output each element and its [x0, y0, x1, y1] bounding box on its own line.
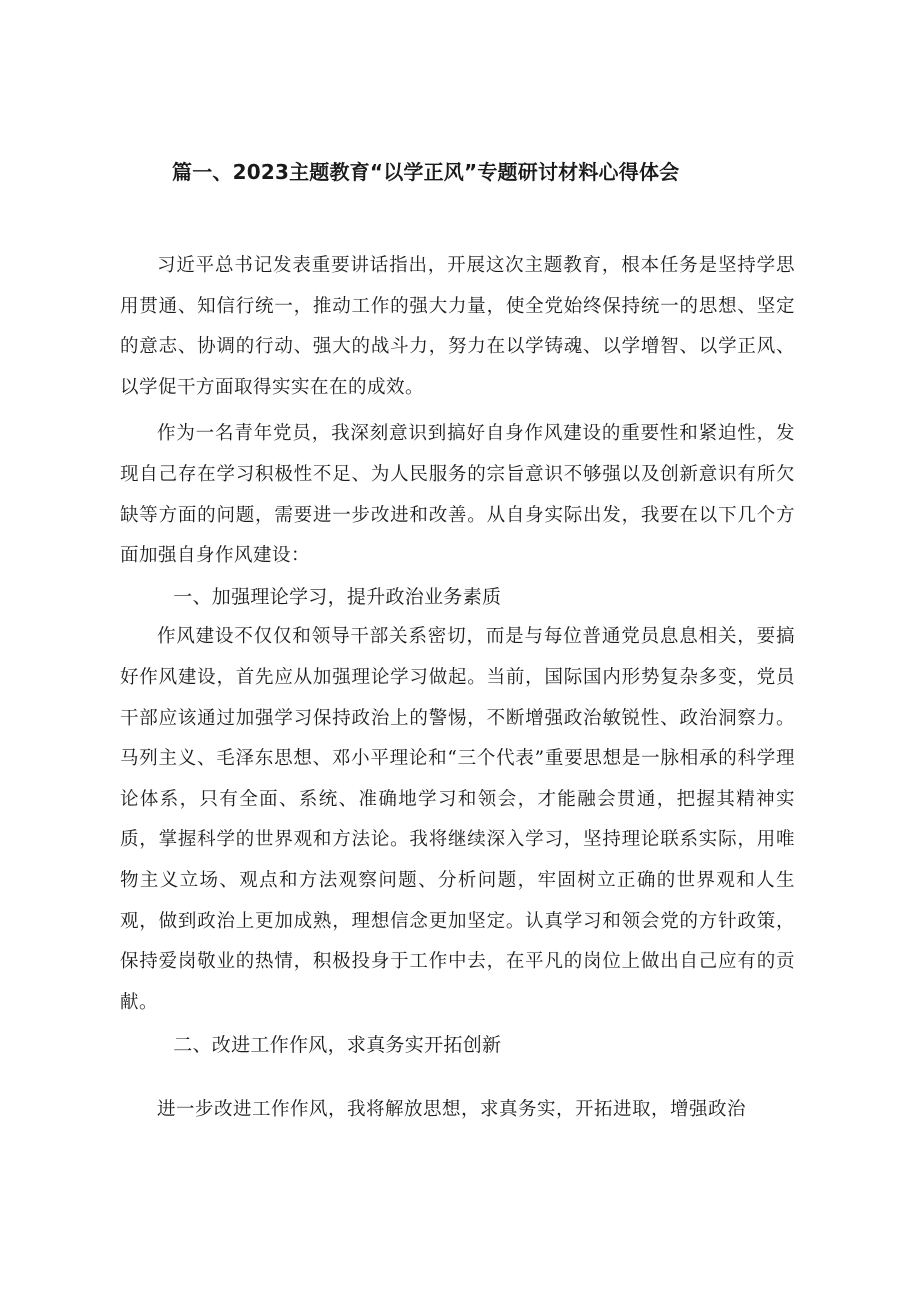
section-heading-work-style: 二、改进工作作风，求真务实开拓创新	[173, 1034, 502, 1057]
self-assessment-paragraph: 作为一名青年党员，我深刻意识到搞好自身作风建设的重要性和紧迫性，发现自己存在学习积极性不足、为人民服务的宗旨意识不够强以及创新意识有所欠缺等方面的问题，需要进一步改进和改善。从自身实际出发，我要在以下几个方面加强自身作风建设：	[120, 423, 795, 567]
section-paragraph-work-style: 进一步改进工作作风，我将解放思想，求真务实，开拓进取，增强政治	[157, 1098, 747, 1120]
section-heading-theory-study: 一、加强理论学习，提升政治业务素质	[173, 585, 502, 608]
section-paragraph-theory-study: 作风建设不仅仅和领导干部关系密切，而是与每位普通党员息息相关，要搞好作风建设，首先应从加强理论学习做起。当前，国际国内形势复杂多变，党员干部应该通过加强学习保持政治上的警惕，不断增强政治敏锐性、政治洞察力。马列主义、毛泽东思想、邓小平理论和“三个代表”重要思想是一脉相承的科学理论体系，只有全面、系统、准确地学习和领会，才能融会贯通，把握其精神实质，掌握科学的世界观和方法论。我将继续深入学习，坚持理论联系实际，用唯物主义立场、观点和方法观察问题、分析问题，牢固树立正确的世界观和人生观，做到政治上更加成熟，理想信念更加坚定。认真学习和领会党的方针政策，保持爱岗敬业的热情，积极投身于工作中去，在平凡的岗位上做出自己应有的贡献。	[120, 626, 795, 1013]
document-body	[120, 246, 795, 1130]
document-title: 篇一、2023主题教育“以学正风”专题研讨材料心得体会	[172, 160, 680, 184]
intro-paragraph: 习近平总书记发表重要讲话指出，开展这次主题教育，根本任务是坚持学思用贯通、知信行统一，推动工作的强大力量，使全党始终保持统一的思想、坚定的意志、协调的行动、强大的战斗力，努力在以学铸魂、以学增智、以学正风、以学促干方面取得实实在在的成效。	[120, 255, 795, 398]
